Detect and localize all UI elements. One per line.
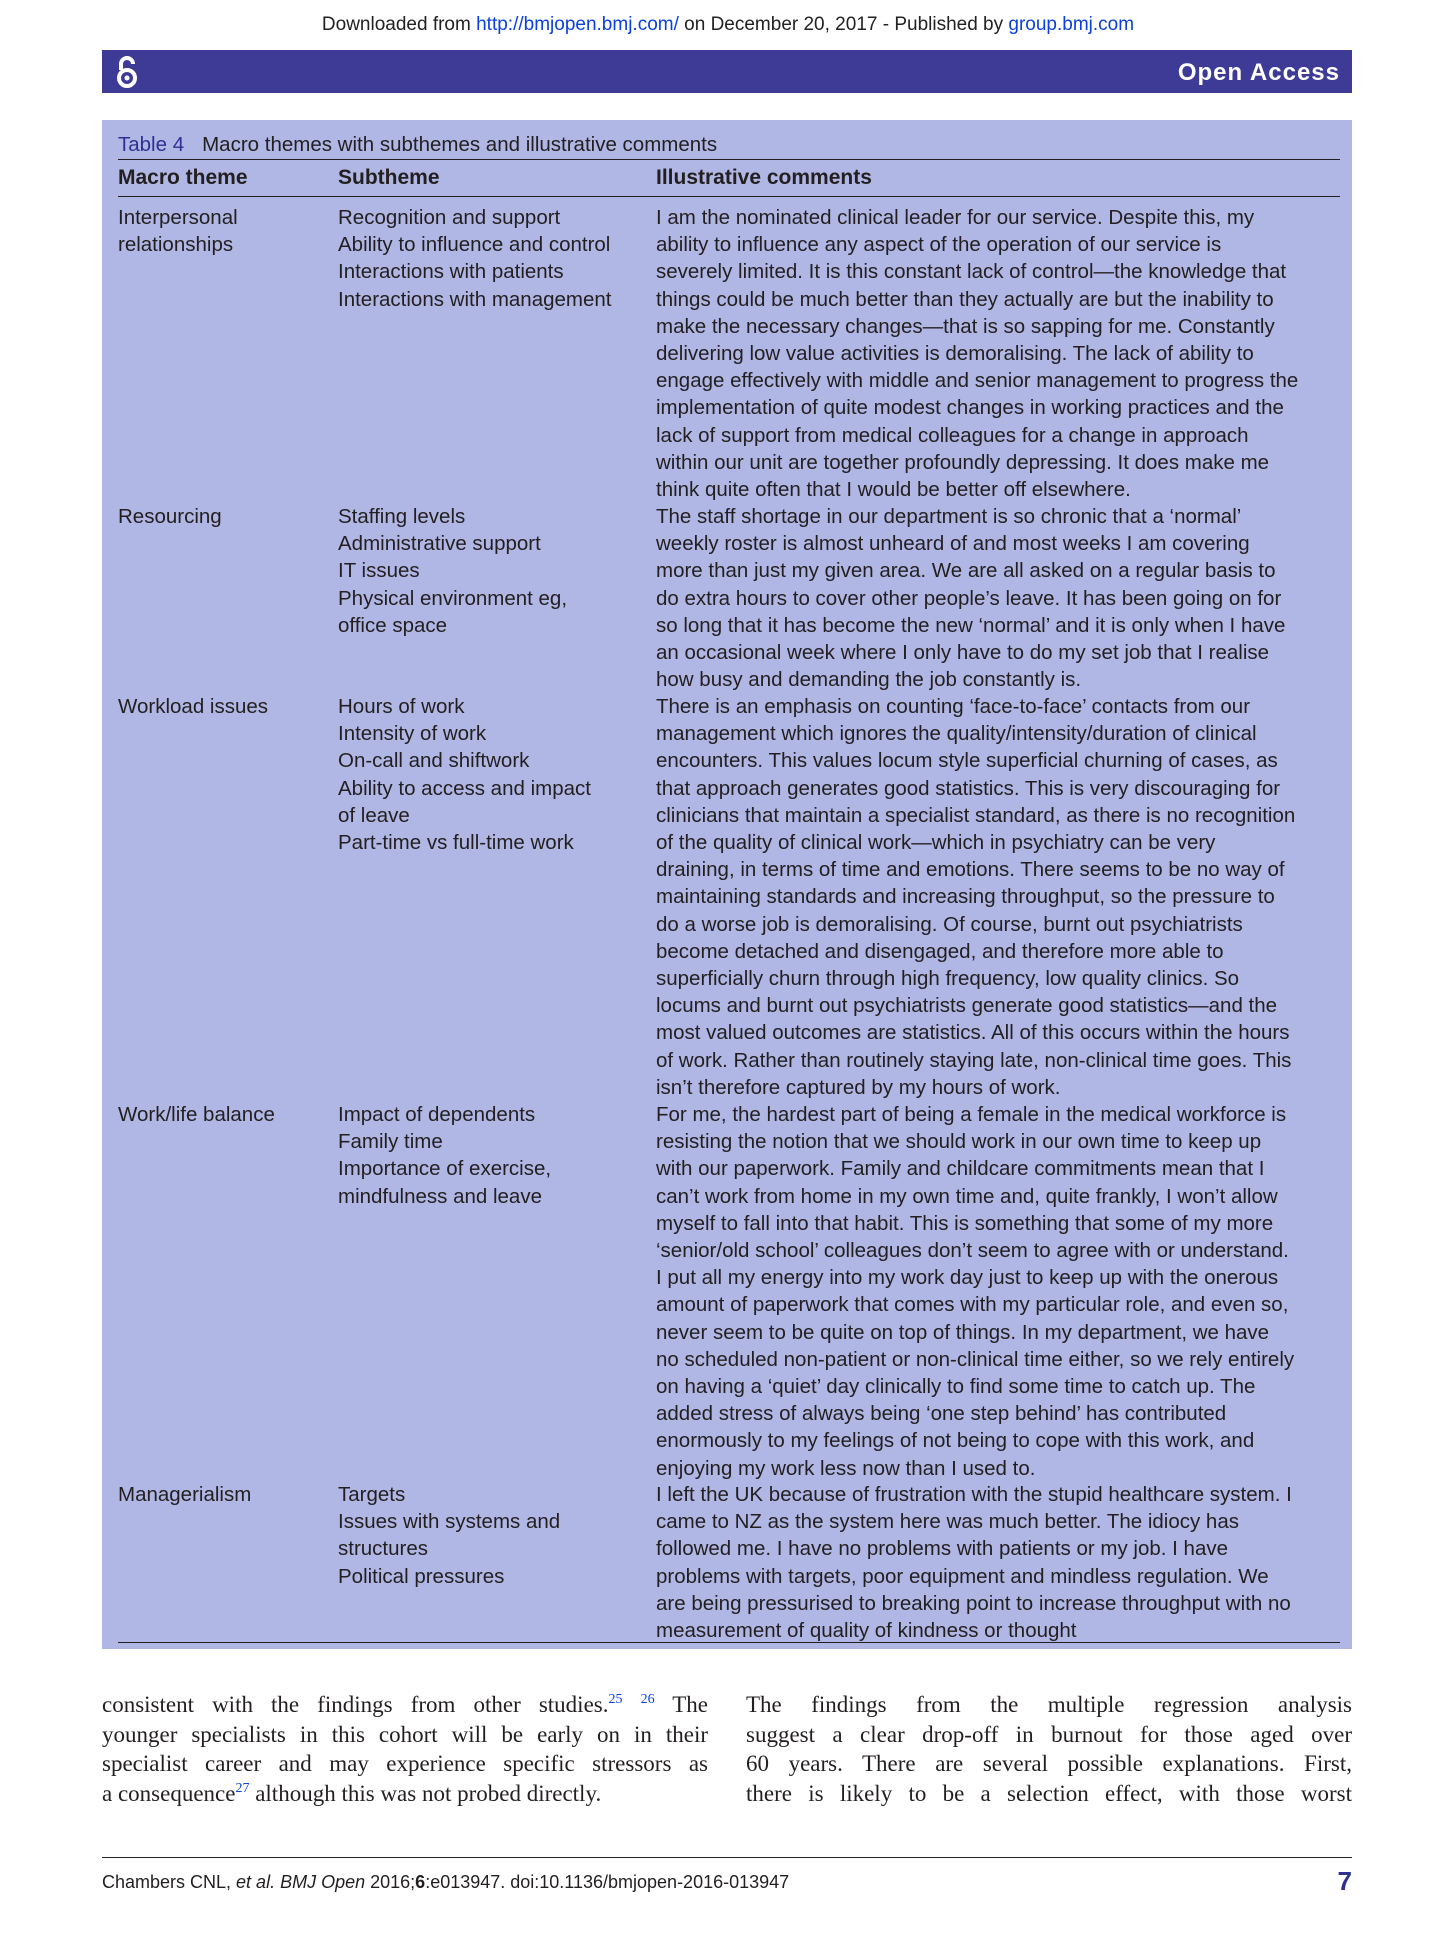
table-number: Table 4 xyxy=(118,133,185,156)
footer-etal: et al xyxy=(236,1872,271,1892)
macro-theme-cell: Work/life balance xyxy=(118,1103,275,1126)
footer-citation xyxy=(102,1872,789,1893)
table-title: Macro themes with subthemes and illustrative comments xyxy=(202,133,718,156)
table-top-rule xyxy=(118,159,1340,160)
body-text: a consequence xyxy=(102,1780,236,1806)
body-text: although this was not probed directly. xyxy=(249,1780,602,1806)
macro-theme-cell: Managerialism xyxy=(118,1483,252,1506)
citation-26-link[interactable]: 26 xyxy=(640,1692,655,1707)
header-subtheme: Subtheme xyxy=(338,166,440,189)
body-line: The findings from the multiple regression analysis xyxy=(746,1692,1352,1717)
open-access-lock-icon xyxy=(114,55,140,89)
body-line xyxy=(102,1690,708,1720)
body-line xyxy=(102,1779,708,1809)
comment-cell: For me, the hardest part of being a female in the medical workforce is resisting the notion that we should work in our own time to keep up with our paperwork. Family and childcare commitments mean that I can’t work from home in my own time and, quite frankly, I won’t allow myself to fall into that habit. This is something that some of my more ‘senior/old school’ colleagues don’t seem to agree with or understand. I put all my energy into my work day just to keep up with the onerous amount of paperwork that comes with my particular role, and even so, never seem to be quite on top of things. In my department, we have no scheduled non-patient or non-clinical time either, so we rely entirely on having a ‘quiet’ day clinically to find some time to catch up. The added stress of always being ‘one step behind’ has contributed enormously to my feelings of not being to cope with this work, and enjoying my work less now than I used to. xyxy=(656,1103,1295,1480)
header-macro-theme: Macro theme xyxy=(118,166,248,189)
page-number: 7 xyxy=(1337,1866,1352,1896)
footer-rule xyxy=(102,1857,1352,1858)
subtheme-cell: Impact of dependents Family time Importance of exercise, mindfulness and leave xyxy=(338,1103,552,1208)
comment-cell: I left the UK because of frustration with the stupid healthcare system. I came to NZ as the system here was much better. The idiocy has followed me. I have no problems with patients or my job. I have problems with targets, poor equipment and mindless regulation. We are being pressurised to breaking point to increase throughput with no measurement of quality of kindness or thought xyxy=(656,1483,1292,1643)
table-caption xyxy=(118,133,717,157)
macro-theme-cell: Interpersonal relationships xyxy=(118,206,238,257)
journal-url-link[interactable]: http://bmjopen.bmj.com/ xyxy=(476,14,679,35)
table-bottom-rule xyxy=(118,1642,1340,1643)
table-4 xyxy=(102,120,1352,1649)
publisher-link[interactable]: group.bmj.com xyxy=(1008,14,1135,35)
body-text: The xyxy=(654,1692,709,1717)
citation-25-link[interactable]: 25 xyxy=(608,1692,623,1707)
body-line: 60 years. There are several possible explanations. First, xyxy=(746,1751,1352,1776)
body-line: specialist career and may experience specific stressors as xyxy=(102,1751,708,1776)
download-middle: on December 20, 2017 - Published by xyxy=(678,14,1009,35)
body-text-right-column xyxy=(746,1690,1352,1808)
footer-year: 2016; xyxy=(365,1872,416,1892)
macro-theme-cell: Workload issues xyxy=(118,695,269,718)
macro-theme-cell: Resourcing xyxy=(118,505,222,528)
open-access-label: Open Access xyxy=(1177,59,1340,86)
comment-cell: I am the nominated clinical leader for our service. Despite this, my ability to influence any aspect of the operation of our service is severely limited. It is this constant lack of control—the knowledge that things could be much better than they actually are but the inability to make the necessary changes—that is so sapping for me. Constantly delivering low value activities is demoralising. The lack of ability to engage effectively with middle and senior management to progress the implementation of quite modest changes in working practices and the lack of support from medical colleagues for a change in approach within our unit are together profoundly depressing. It does make me think quite often that I would be better off elsewhere. xyxy=(656,206,1299,502)
subtheme-cell: Staffing levels Administrative support IT issues Physical environment eg, office space xyxy=(338,505,568,637)
open-access-banner xyxy=(102,50,1352,93)
footer-journal: . BMJ Open xyxy=(270,1872,366,1892)
header-illustrative-comments: Illustrative comments xyxy=(656,166,872,189)
body-line: suggest a clear drop-off in burnout for those aged over xyxy=(746,1721,1352,1747)
comment-cell: There is an emphasis on counting ‘face-to-face’ contacts from our management which ignores the quality/intensity/duration of clinical encounters. This values locum style superficial churning of cases, as that approach generates good statistics. This is very discouraging for clinicians that maintain a specialist standard, as there is no recognition of the quality of clinical work—which in psychiatry can be very draining, in terms of time and emotions. There seems to be no way of maintaining standards and increasing throughput, so the pressure to do a worse job is demoralising. Of course, burnt out psychiatrists become detached and disengaged, and therefore more able to superficially churn through high frequency, low quality clinics. So locums and burnt out psychiatrists generate good statistics—and the most valued outcomes are statistics. All of this occurs within the hours of work. Rather than routinely staying late, non-clinical time goes. This isn’t therefore captured by my hours of work. xyxy=(656,695,1296,1099)
body-line: there is likely to be a selection effect, with those worst xyxy=(746,1780,1352,1806)
subtheme-cell: Recognition and support Ability to influence and control Interactions with patients Interactions with management xyxy=(338,206,612,311)
download-note xyxy=(0,14,1456,36)
download-prefix: Downloaded from xyxy=(321,14,477,35)
subtheme-cell: Hours of work Intensity of work On-call and shiftwork Ability to access and impact of leave Part-time vs full-time work xyxy=(338,695,591,855)
subtheme-cell: Targets Issues with systems and structures Political pressures xyxy=(338,1483,561,1588)
body-text-left-column xyxy=(102,1690,708,1808)
citation-27-link[interactable]: 27 xyxy=(235,1780,250,1796)
footer-volume: 6 xyxy=(415,1872,426,1892)
footer-authors: Chambers CNL, xyxy=(102,1872,237,1892)
footer-doi: :e013947. doi:10.1136/bmjopen-2016-013947 xyxy=(425,1872,790,1892)
comment-cell: The staff shortage in our department is so chronic that a ‘normal’ weekly roster is almost unheard of and most weeks I am covering more than just my given area. We are all asked on a regular basis to do extra hours to cover other people’s leave. It has been going on for so long that it has become the new ‘normal’ and it is only when I have an occasional week where I only have to do my set job that I realise how busy and demanding the job constantly is. xyxy=(656,505,1286,692)
table-header-rule xyxy=(118,196,1340,197)
body-text: consistent with the findings from other studies. xyxy=(102,1692,609,1717)
body-line: younger specialists in this cohort will be early on in their xyxy=(102,1721,708,1747)
